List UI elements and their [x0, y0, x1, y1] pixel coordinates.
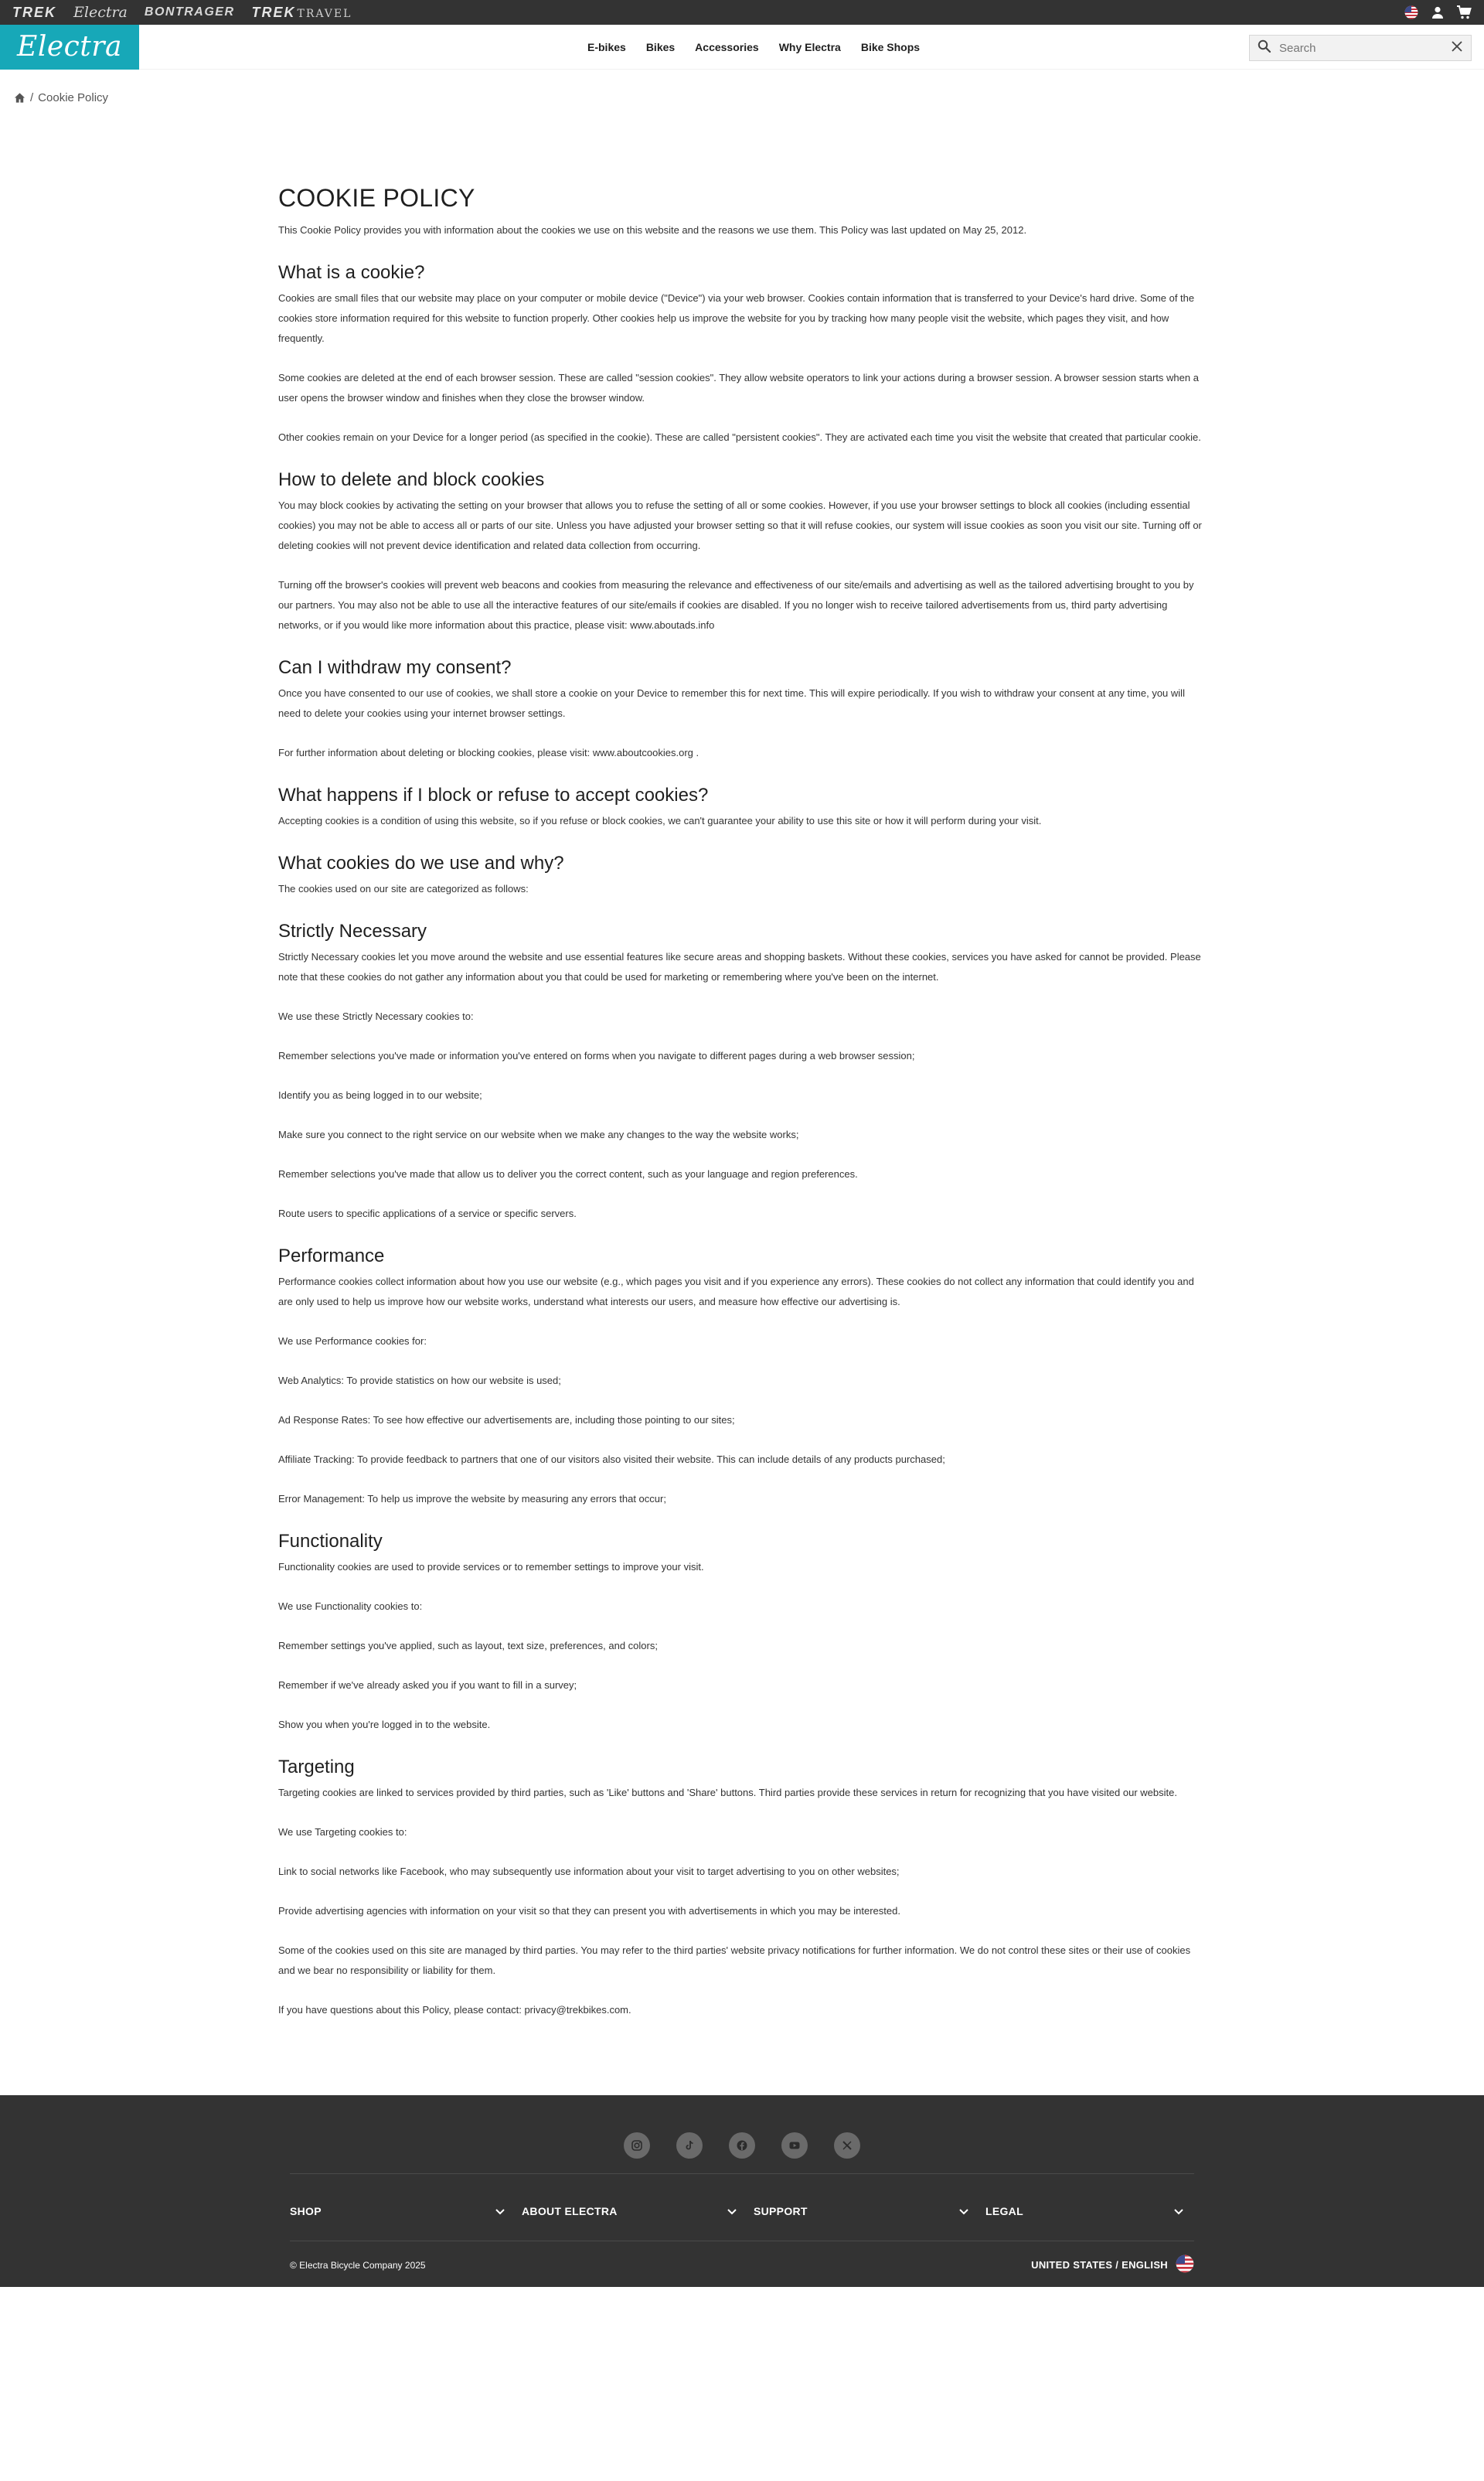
us-flag-icon [1176, 2254, 1194, 2275]
section-paragraph: Link to social networks like Facebook, who may subsequently use information about your visit to target advertising to you on other websites; [278, 1866, 900, 1877]
footer-col-label: LEGAL [985, 2205, 1023, 2217]
breadcrumb [0, 70, 1484, 110]
x-icon[interactable] [834, 2132, 860, 2159]
youtube-icon[interactable] [781, 2132, 808, 2159]
page-title: COOKIE POLICY [278, 184, 475, 212]
section-paragraph: Once you have consented to our use of cookies, we shall store a cookie on your Device to remember this for next time. This will expire periodically. If you wish to withdraw your consent at any time, you will need to delete your cookies using your internet browser settings. [278, 687, 1185, 719]
section-paragraph: The cookies used on our site are categorized as follows: [278, 883, 529, 895]
brand-link-trek-travel[interactable] [252, 5, 352, 21]
brand-link-trek[interactable]: TREK [12, 4, 56, 20]
footer-col-label: SUPPORT [754, 2205, 808, 2217]
brand-link-electra[interactable]: Electra [73, 4, 128, 21]
section-paragraph: Ad Response Rates: To see how effective our advertisements are, including those pointing to our sites; [278, 1414, 735, 1426]
section-paragraph: Strictly Necessary cookies let you move around the website and use essential features like secure areas and shopping baskets. Without these cookies, services you have asked for cannot be provided. Please note that these cookies do not gather any information about you that could be used for marketing or remembering where you've been on the internet. [278, 951, 1201, 983]
copyright: © Electra Bicycle Company 2025 [290, 2259, 426, 2271]
section-paragraph: You may block cookies by activating the setting on your browser that allows you to refuse the setting of all or some cookies. However, if you use your browser settings to block all cookies (including essential cookies) you may not be able to access all or parts of our site. Unless you have adjusted your browser setting so that it will refuse cookies, our system will issue cookies as soon you visit our site. Turning off or deleting cookies will not prevent device identification and related data collection from occurring. [278, 499, 1202, 551]
footer-col-label: SHOP [290, 2205, 322, 2217]
chevron-down-icon [959, 2205, 968, 2217]
nav-item-bike-shops[interactable]: Bike Shops [860, 41, 921, 53]
locale-label: UNITED STATES / ENGLISH [1031, 2259, 1168, 2271]
locale-selector[interactable] [1031, 2254, 1194, 2275]
section-paragraph: We use Targeting cookies to: [278, 1826, 407, 1838]
footer-bottom [290, 2254, 1194, 2275]
search-icon[interactable] [1258, 39, 1271, 57]
section-heading: Performance [278, 1246, 385, 1266]
brand-list [12, 4, 352, 21]
section-paragraph: Web Analytics: To provide statistics on how our website is used; [278, 1375, 561, 1386]
nav-item-why-electra[interactable]: Why Electra [778, 41, 841, 53]
section-paragraph: Turning off the browser's cookies will prevent web beacons and cookies from measuring the relevance and effectiveness of our site/emails and advertising as well as the tailored advertising brought to you by our partners. You may also not be able to use all the interactive features of our site/emails if cookies are disabled. If you no longer wish to receive tailored advertisements from us, third party advertising networks, or if you would like more information about this practice, please visit: www.aboutads.info [278, 579, 1194, 631]
section-heading: Strictly Necessary [278, 921, 427, 942]
section-paragraph: Other cookies remain on your Device for a longer period (as specified in the cookie). These are called "persistent cookies". They are activated each time you visit the website that created that particular cookie. [278, 431, 1201, 443]
utility-icons [1404, 5, 1472, 20]
section-heading: Targeting [278, 1757, 355, 1777]
chevron-down-icon [727, 2205, 737, 2217]
search-box [1249, 35, 1472, 61]
facebook-icon[interactable] [729, 2132, 755, 2159]
brand-link-bontrager[interactable]: BONTRAGER [144, 5, 235, 19]
section-paragraph: Some cookies are deleted at the end of each browser session. These are called "session cookies". They allow website operators to link your actions during a browser session. A browser session starts when a user opens the browser window and finishes when they close the browser window. [278, 372, 1199, 404]
section-paragraph: Targeting cookies are linked to services provided by third parties, such as 'Like' buttons and 'Share' buttons. Third parties provide these services in return for recognizing that you have visited our website. [278, 1787, 1177, 1798]
section-paragraph: Functionality cookies are used to provide services or to remember settings to improve your visit. [278, 1561, 704, 1573]
electra-logo[interactable]: Electra [0, 25, 139, 70]
chevron-down-icon [495, 2205, 505, 2217]
cart-icon[interactable] [1456, 5, 1472, 20]
footer-divider [290, 2173, 1194, 2174]
section-paragraph: Cookies are small files that our website may place on your computer or mobile device ("Device") via your web browser. Cookies contain information that is transferred to your Device's hard drive. Some of the cookies store information required for this website to function properly. Other cookies help us improve the website for you by tracking how many people visit the website, which pages they visit, and how frequently. [278, 292, 1195, 344]
us-flag-icon[interactable] [1404, 5, 1419, 20]
nav-item-e-bikes[interactable]: E-bikes [587, 41, 626, 53]
brand-travel-trek: TREK [251, 4, 296, 20]
tiktok-icon[interactable] [676, 2132, 703, 2159]
section-heading: What happens if I block or refuse to accept cookies? [278, 785, 709, 806]
chevron-down-icon [1174, 2205, 1183, 2217]
section-paragraph: Remember if we've already asked you if you want to fill in a survey; [278, 1679, 577, 1691]
section-paragraph: Affiliate Tracking: To provide feedback to partners that one of our visitors also visited their website. This can include details of any products purchased; [278, 1453, 945, 1465]
section-paragraph: Some of the cookies used on this site are managed by third parties. You may refer to the third parties' website privacy notifications for further information. We do not control these sites or their use of cookies and we bear no responsibility or liability for them. [278, 1944, 1191, 1976]
footer-col-support[interactable] [754, 2205, 985, 2217]
footer-columns [290, 2205, 1194, 2217]
section-heading: Functionality [278, 1531, 383, 1552]
section-paragraph: Remember settings you've applied, such as layout, text size, preferences, and colors; [278, 1640, 658, 1651]
nav-item-bikes[interactable]: Bikes [645, 41, 676, 53]
section-paragraph: Accepting cookies is a condition of using this website, so if you refuse or block cookies, we can't guarantee your ability to use this site or how it will perform during your visit. [278, 815, 1042, 826]
footer [0, 2095, 1484, 2287]
main-nav [587, 25, 920, 70]
brand-bar [0, 0, 1484, 25]
intro-paragraph: This Cookie Policy provides you with information about the cookies we use on this website and the reasons we use them. This Policy was last updated on May 25, 2012. [278, 224, 1027, 236]
section-heading: What cookies do we use and why? [278, 853, 564, 874]
breadcrumb-separator: / [30, 91, 34, 104]
account-icon[interactable] [1430, 5, 1445, 20]
section-paragraph: Remember selections you've made that allow us to deliver you the correct content, such as your language and region preferences. [278, 1168, 858, 1180]
nav-item-accessories[interactable]: Accessories [695, 41, 759, 53]
section-paragraph: Route users to specific applications of a service or specific servers. [278, 1208, 577, 1219]
contact-paragraph: If you have questions about this Policy, please contact: privacy@trekbikes.com. [278, 2004, 631, 2016]
section-paragraph: Performance cookies collect information about how you use our website (e.g., which pages you visit and if you experience any errors). These cookies do not collect any information that could identify you and are only used to help us improve how our website works, understand what interests our users, and measure how effective our advertising is. [278, 1276, 1194, 1307]
clear-search-icon[interactable] [1451, 40, 1463, 56]
instagram-icon[interactable] [624, 2132, 650, 2159]
section-heading: What is a cookie? [278, 262, 425, 283]
main-header [0, 25, 1484, 70]
section-heading: Can I withdraw my consent? [278, 657, 512, 678]
section-heading: How to delete and block cookies [278, 469, 545, 490]
footer-col-legal[interactable] [985, 2205, 1194, 2217]
section-paragraph: We use Functionality cookies to: [278, 1600, 423, 1612]
footer-col-about[interactable] [522, 2205, 754, 2217]
section-paragraph: Error Management: To help us improve the website by measuring any errors that occur; [278, 1493, 666, 1505]
section-paragraph: Remember selections you've made or information you've entered on forms when you navigate to different pages during a web browser session; [278, 1050, 915, 1062]
section-paragraph: For further information about deleting or blocking cookies, please visit: www.aboutcookies.org . [278, 747, 699, 758]
home-icon[interactable] [14, 92, 26, 104]
cookie-policy-content [278, 110, 1206, 2020]
section-paragraph: We use Performance cookies for: [278, 1335, 427, 1347]
footer-col-shop[interactable] [290, 2205, 522, 2217]
search-input[interactable] [1271, 42, 1451, 55]
section-paragraph: Provide advertising agencies with information on your visit so that they can present you with advertisements in which you may be interested. [278, 1905, 900, 1917]
footer-col-label: ABOUT ELECTRA [522, 2205, 618, 2217]
section-paragraph: Make sure you connect to the right service on our website when we make any changes to the way the website works; [278, 1129, 799, 1140]
brand-travel-label: TRAVEL [297, 7, 352, 20]
section-paragraph: We use these Strictly Necessary cookies to: [278, 1010, 474, 1022]
breadcrumb-current: Cookie Policy [38, 91, 109, 104]
section-paragraph: Identify you as being logged in to our website; [278, 1089, 482, 1101]
section-paragraph: Show you when you're logged in to the website. [278, 1719, 491, 1730]
social-links [0, 2132, 1484, 2159]
